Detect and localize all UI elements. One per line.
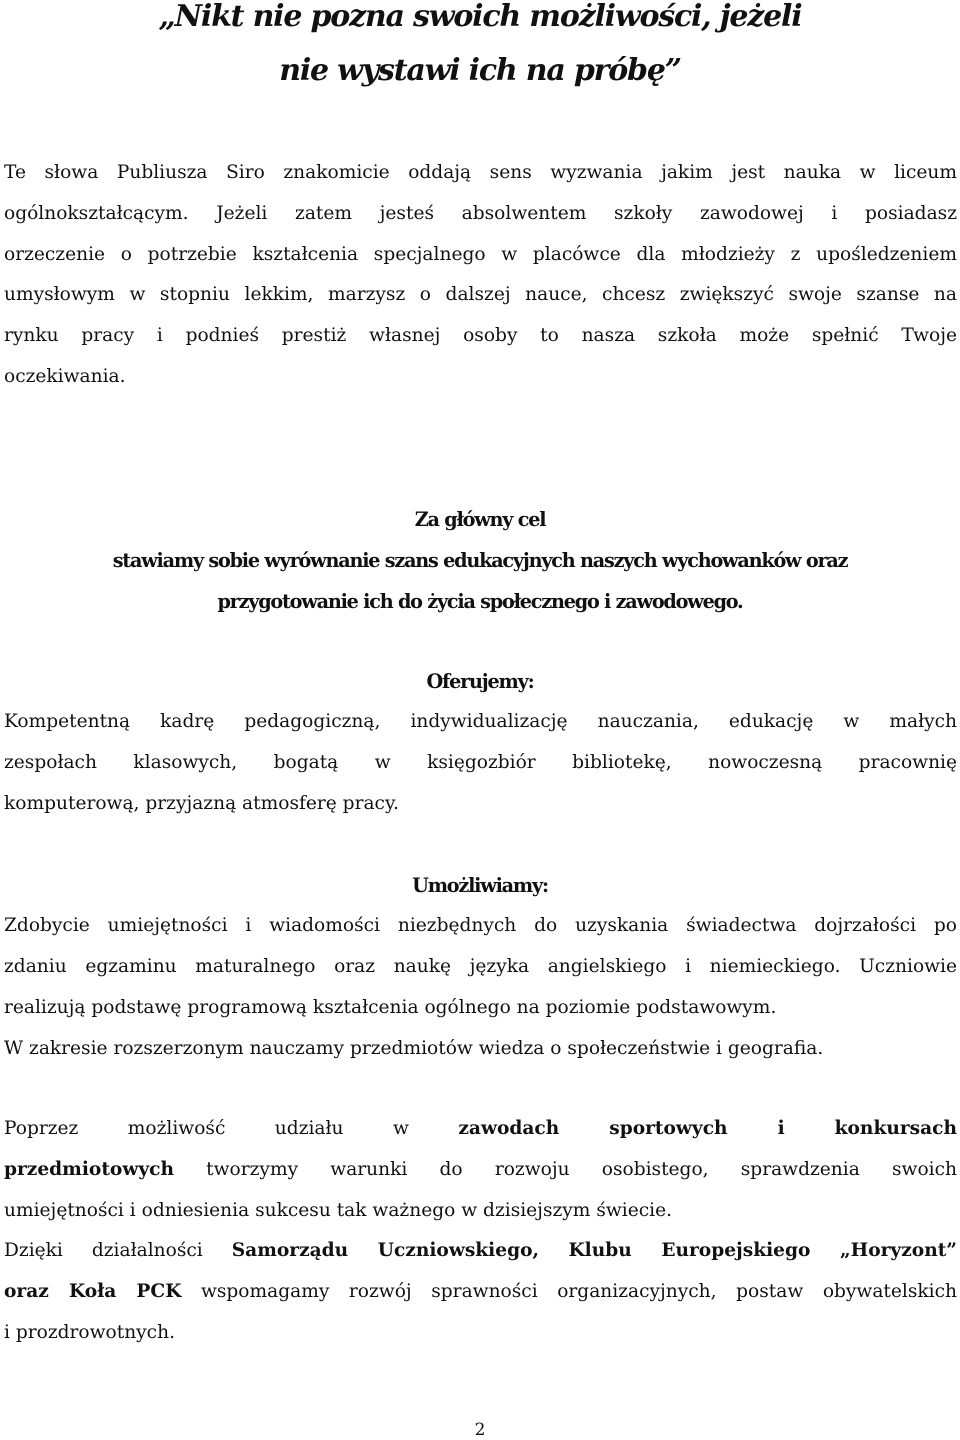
intro-line: Te słowa Publiusza Siro znakomicie oddają sens wyzwania jakim jest nauka w liceum [4, 162, 957, 183]
sports-text: tworzymy warunki do rozwoju osobistego, sprawdzenia swoich [173, 1158, 957, 1180]
intro-line: rynku pracy i podnieś prestiż własnej osoby to nasza szkoła może spełnić Twoje [4, 325, 957, 347]
sports-highlight: zawodach sportowych i konkursach [458, 1118, 958, 1139]
extended-scope-line: W zakresie rozszerzonym nauczamy przedmiotów wiedza o społeczeństwie i geografia. [4, 1038, 824, 1059]
intro-line: orzeczenie o potrzebie kształcenia specjalnego w placówce dla młodzieży z upośledzeniem [4, 243, 957, 265]
activities-text: Dzięki działalności [4, 1240, 232, 1261]
sports-paragraph [4, 1109, 957, 1231]
intro-line: oczekiwania. [4, 365, 126, 387]
activities-text: wspomagamy rozwój sprawności organizacyjnych, postaw obywatelskich [181, 1280, 957, 1302]
sports-highlight: przedmiotowych [4, 1158, 174, 1180]
page-number: 2 [474, 1420, 486, 1440]
activities-line: i prozdrowotnych. [4, 1321, 175, 1343]
page-title-line-1: „Nikt nie pozna swoich możliwości, jeżeli [158, 0, 802, 34]
sports-line: umiejętności i odniesienia sukcesu tak ważnego w dzisiejszym świecie. [4, 1199, 673, 1221]
goal-line: stawiamy sobie wyrównanie szans edukacyjnych naszych wychowanków oraz [112, 549, 848, 572]
enable-line: Zdobycie umiejętności i wiadomości niezbędnych do uzyskania świadectwa dojrzałości po [4, 915, 957, 936]
activities-line [4, 1272, 957, 1313]
offer-line: zespołach klasowych, bogatą w księgozbiór bibliotekę, nowoczesną pracownię [4, 751, 957, 773]
goal-heading: Za główny cel [414, 508, 546, 531]
intro-line: ogólnokształcącym. Jeżeli zatem jesteś absolwentem szkoły zawodowej i posiadasz [4, 202, 957, 224]
intro-line: umysłowym w stopniu lekkim, marzysz o dalszej nauce, chcesz zwiększyć swoje szanse na [4, 284, 957, 306]
goal-line: przygotowanie ich do życia społecznego i zawodowego. [217, 590, 743, 613]
activities-highlight: Samorządu Uczniowskiego, Klubu Europejskiego „Horyzont” [231, 1240, 957, 1261]
enable-line: zdaniu egzaminu maturalnego oraz naukę języka angielskiego i niemieckiego. Uczniowie [4, 955, 957, 977]
sports-line [4, 1109, 957, 1150]
offer-heading: Oferujemy: [426, 670, 534, 693]
enable-paragraph [4, 906, 957, 1028]
sports-text: Poprzez możliwość udziału w [4, 1118, 459, 1139]
activities-paragraph [4, 1231, 957, 1353]
activities-highlight: oraz Koła PCK [4, 1280, 182, 1302]
enable-heading: Umożliwiamy: [412, 874, 548, 897]
intro-paragraph [4, 153, 957, 398]
offer-line: Kompetentną kadrę pedagogiczną, indywidualizację nauczania, edukację w małych [4, 711, 957, 732]
offer-paragraph [4, 702, 957, 824]
offer-line: komputerową, przyjazną atmosferę pracy. [4, 792, 399, 814]
page-title-line-2: nie wystawi ich na próbę” [279, 53, 681, 88]
extended-scope-paragraph [4, 1029, 957, 1070]
activities-line [4, 1231, 957, 1272]
sports-line [4, 1150, 957, 1191]
enable-line: realizują podstawę programową kształcenia ogólnego na poziomie podstawowym. [4, 996, 777, 1018]
